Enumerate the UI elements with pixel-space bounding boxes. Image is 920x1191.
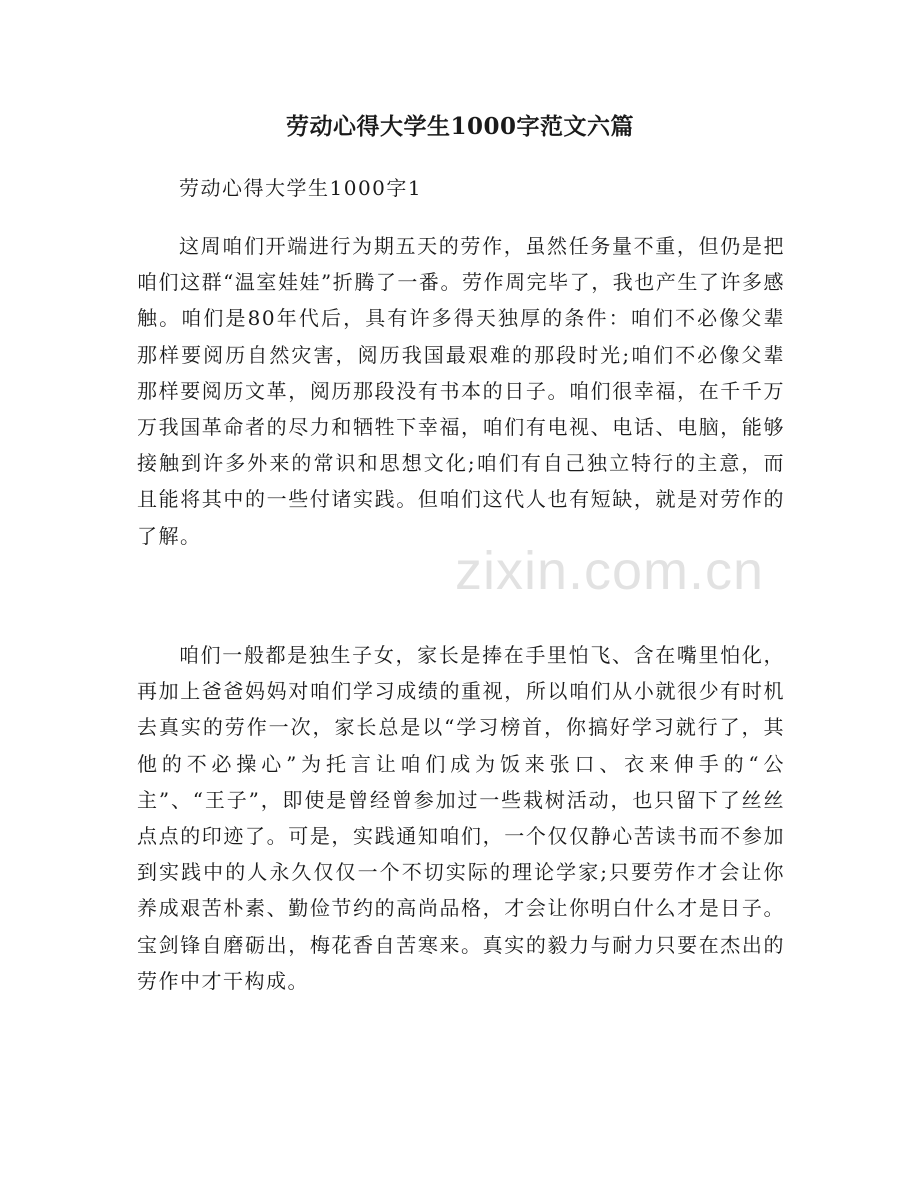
document-title: 劳动心得大学生1000字范文六篇 <box>285 113 634 140</box>
paragraph-1: 这周咱们开端进行为期五天的劳作，虽然任务量不重，但仍是把咱们这群“温室娃娃”折腾了一番。劳作周完毕了，我也产生了许多感触。咱们是80年代后，具有许多得天独厚的条件：咱们不必像父辈那样要阅历自然灾害，阅历我国最艰难的那段时光;咱们不必像父辈那样要阅历文革，阅历那段没有书本的日子。咱们很幸福，在千千万万我国革命者的尽力和牺牲下幸福，咱们有电视、电话、电脑，能够接触到许多外来的常识和思想文化;咱们有自己独立特行的主意，而且能将其中的一些付诸实践。但咱们这代人也有短缺，就是对劳作的了解。 <box>137 234 785 548</box>
watermark-text: zixin.com.cn <box>455 541 765 601</box>
section-heading: 劳动心得大学生1000字1 <box>179 176 423 200</box>
paragraph-2: 咱们一般都是独生子女，家长是捧在手里怕飞、含在嘴里怕化，再加上爸爸妈妈对咱们学习成绩的重视，所以咱们从小就很少有时机去真实的劳作一次，家长总是以“学习榜首，你搞好学习就行了，其他的不必操心”为托言让咱们成为饭来张口、衣来伸手的“公主”、“王子”，即使是曾经曾参加过一些栽树活动，也只留下了丝丝点点的印迹了。可是，实践通知咱们，一个仅仅静心苦读书而不参加到实践中的人永久仅仅一个不切实际的理论学家;只要劳作才会让你养成艰苦朴素、勤俭节约的高尚品格，才会让你明白什么才是日子。宝剑锋自磨砺出，梅花香自苦寒来。真实的毅力与耐力只要在杰出的劳作中才干构成。 <box>137 643 785 993</box>
